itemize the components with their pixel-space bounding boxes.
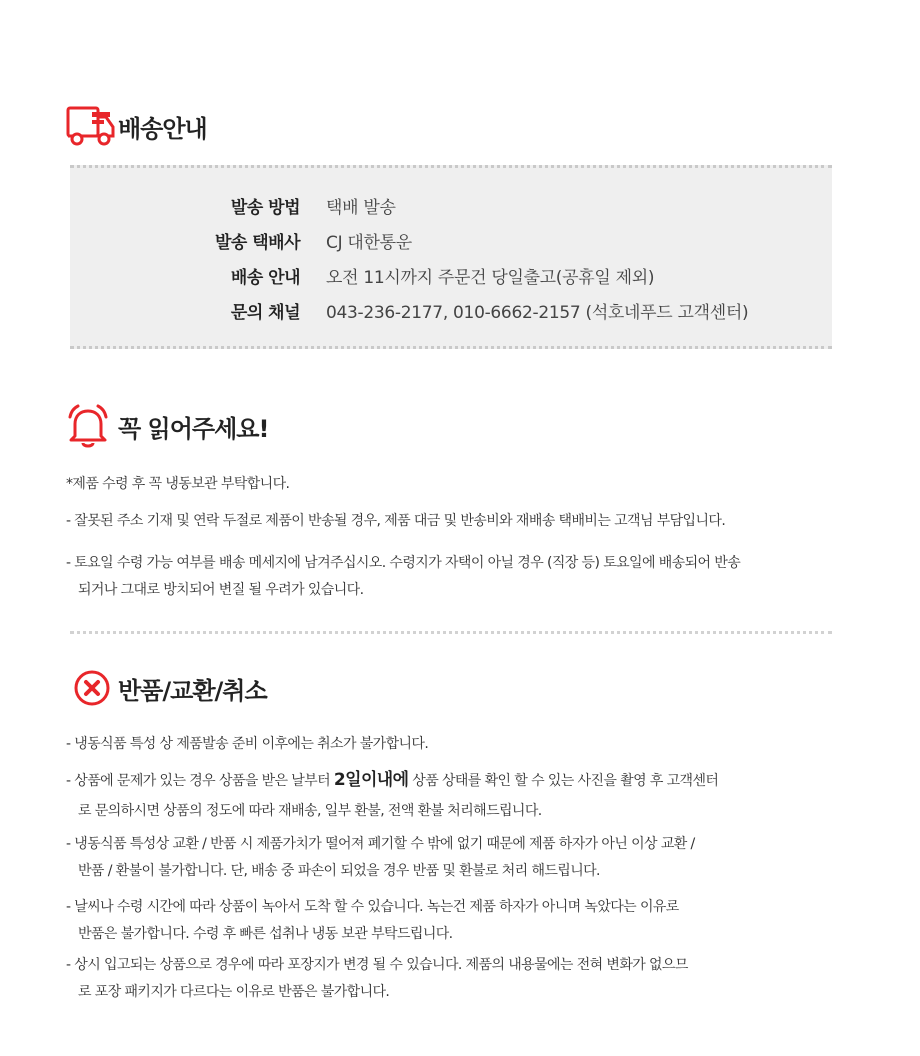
list-item	[66, 952, 846, 1006]
shipping-info-box	[70, 165, 832, 349]
returns-title: 반품/교환/취소	[118, 676, 267, 705]
notice-title: 꼭 읽어주세요!	[118, 414, 269, 443]
list-item-text: - 상시 입고되는 상품으로 경우에 따라 포장지가 변경 될 수 있습니다. 제품의 내용물에는 전혀 변화가 없으므	[66, 957, 688, 973]
list-item-text-post: 상품 상태를 확인 할 수 있는 사진을 촬영 후 고객센터	[408, 773, 719, 789]
info-key: 문의 채널	[230, 302, 300, 323]
info-value: 043-236-2177, 010-6662-2157 (석호네푸드 고객센터)	[326, 302, 749, 323]
section-divider	[70, 631, 832, 634]
list-item-text: - 잘못된 주소 기재 및 연락 두절로 제품이 반송될 경우, 제품 대금 및 반송비와 재배송 택배비는 고객님 부담입니다.	[66, 513, 726, 529]
shipping-section-header	[66, 104, 207, 148]
list-item-text: - 토요일 수령 가능 여부를 배송 메세지에 남겨주십시오. 수령지가 자택이 아닐 경우 (직장 등) 토요일에 배송되어 반송	[66, 555, 741, 571]
info-key: 발송 택배사	[214, 232, 300, 253]
info-row	[70, 225, 832, 255]
list-item	[66, 765, 846, 826]
list-item-text-cont: 로 포장 패키지가 다르다는 이유로 반품은 불가합니다.	[78, 984, 390, 1000]
list-item-text	[66, 765, 846, 796]
info-value: CJ 대한통운	[326, 232, 412, 253]
info-key: 발송 방법	[230, 197, 300, 218]
delivery-truck-icon	[66, 104, 118, 148]
highlight-period: 2일이내에	[333, 770, 409, 790]
info-row	[70, 260, 832, 290]
list-item	[66, 831, 846, 885]
bell-icon	[66, 404, 118, 448]
list-item-text: - 냉동식품 특성상 교환 / 반품 시 제품가치가 떨어져 폐기할 수 밖에 없기 때문에 제품 하자가 아닌 이상 교환 /	[66, 836, 695, 852]
info-row	[70, 190, 832, 220]
list-item-text-cont: 로 문의하시면 상품의 정도에 따라 재배송, 일부 환불, 전액 환불 처리해드립니다.	[78, 803, 542, 819]
list-item-text-cont: 반품 / 환불이 불가합니다. 단, 배송 중 파손이 되었을 경우 반품 및 환불로 처리 해드립니다.	[78, 863, 600, 879]
cancel-x-icon	[66, 666, 118, 710]
info-value: 택배 발송	[326, 197, 396, 218]
list-item-text-cont: 반품은 불가합니다. 수령 후 빠른 섭취나 냉동 보관 부탁드립니다.	[78, 926, 453, 942]
shipping-title: 배송안내	[118, 114, 207, 143]
list-item	[66, 510, 846, 530]
info-value: 오전 11시까지 주문건 당일출고(공휴일 제외)	[326, 267, 655, 288]
notice-section-header	[66, 404, 268, 448]
notice-note: *제품 수령 후 꼭 냉동보관 부탁합니다.	[66, 476, 290, 492]
list-item-text-cont: 되거나 그대로 방치되어 변질 될 우려가 있습니다.	[78, 582, 364, 598]
returns-section-header	[66, 666, 267, 710]
info-row	[70, 295, 832, 325]
list-item	[66, 733, 846, 753]
list-item	[66, 550, 846, 604]
list-item	[66, 894, 846, 948]
list-item-text-pre: - 상품에 문제가 있는 경우 상품을 받은 날부터	[66, 773, 334, 789]
info-key: 배송 안내	[230, 267, 300, 288]
list-item-text: - 날씨나 수령 시간에 따라 상품이 녹아서 도착 할 수 있습니다. 녹는건 제품 하자가 아니며 녹았다는 이유로	[66, 899, 679, 915]
list-item-text: - 냉동식품 특성 상 제품발송 준비 이후에는 취소가 불가합니다.	[66, 736, 429, 752]
